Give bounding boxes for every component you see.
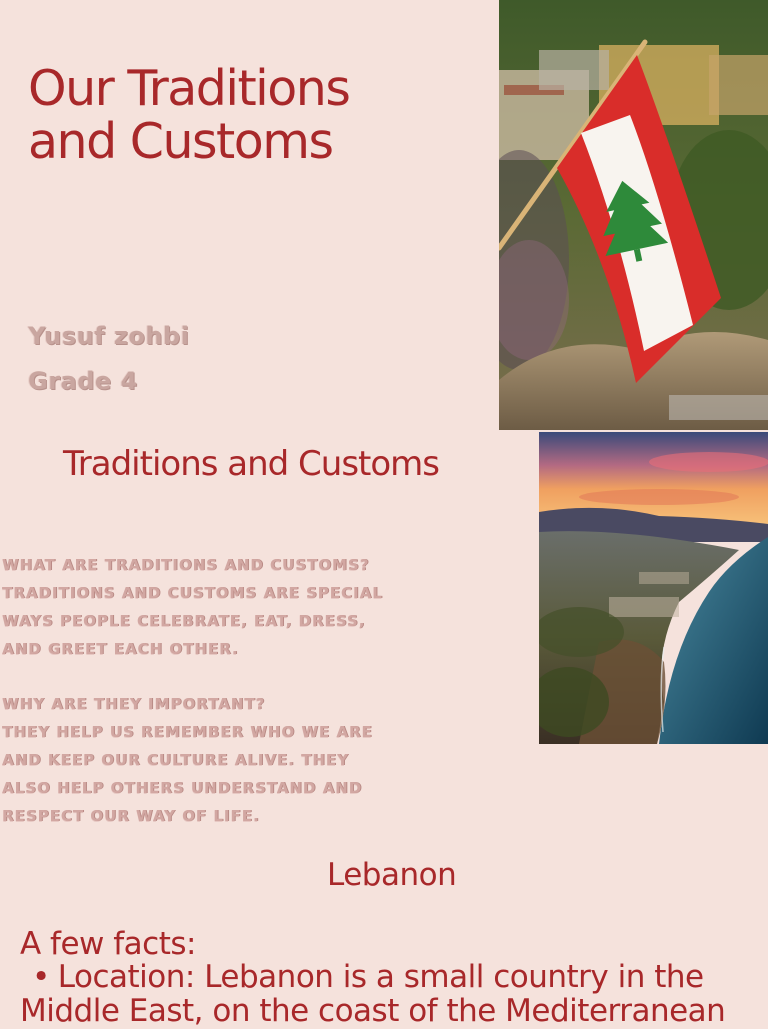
title-line-2: and Customs xyxy=(28,113,333,170)
fact-text-line-1: Location: Lebanon is a small country in the xyxy=(57,959,704,995)
student-grade: Grade 4 xyxy=(28,367,138,395)
student-name: Yusuf zohbi xyxy=(28,322,190,350)
body-line: AND GREET EACH OTHER. xyxy=(2,640,239,658)
body-line: AND KEEP OUR CULTURE ALIVE. THEY xyxy=(2,751,349,769)
title-line-1: Our Traditions xyxy=(28,60,350,117)
country-heading: Lebanon xyxy=(327,857,457,893)
page-title xyxy=(28,62,468,168)
body-line: TRADITIONS AND CUSTOMS ARE SPECIAL xyxy=(2,584,383,602)
body-line: ALSO HELP OTHERS UNDERSTAND AND xyxy=(2,779,363,797)
lebanese-coast-photo xyxy=(539,432,768,744)
fact-list-item xyxy=(20,960,768,1028)
what-are-traditions-block xyxy=(2,551,442,663)
facts-heading: A few facts: xyxy=(20,926,196,962)
body-line: WHAT ARE TRADITIONS AND CUSTOMS? xyxy=(2,556,370,574)
section-heading: Traditions and Customs xyxy=(63,444,440,484)
body-line: WAYS PEOPLE CELEBRATE, EAT, DRESS, xyxy=(2,612,366,630)
fact-text-line-2: Middle East, on the coast of the Mediterranean xyxy=(20,993,726,1029)
body-line: WHY ARE THEY IMPORTANT? xyxy=(2,695,266,713)
why-important-block xyxy=(2,690,442,830)
body-line: RESPECT OUR WAY OF LIFE. xyxy=(2,807,260,825)
bullet-icon: • xyxy=(32,959,50,995)
lebanese-flag-photo xyxy=(499,0,768,430)
body-line: THEY HELP US REMEMBER WHO WE ARE xyxy=(2,723,373,741)
